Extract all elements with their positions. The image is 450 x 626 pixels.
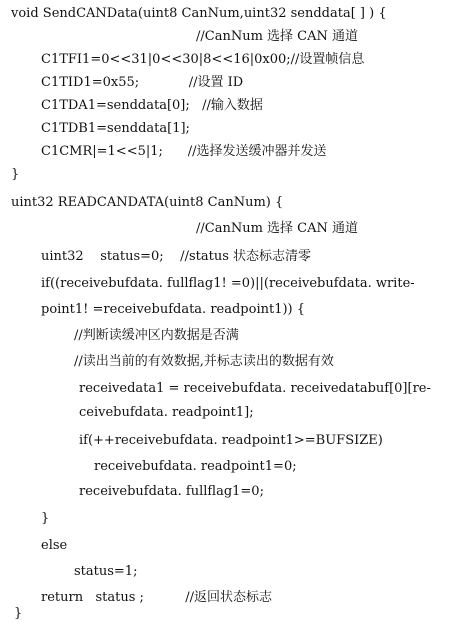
code-line: C1TDB1=senddata[1]; [41,121,190,136]
code-line: return status ; //返回状态标志 [41,590,272,605]
code-line: point1! =receivebufdata. readpoint1)) { [41,302,306,317]
code-line: C1TDA1=senddata[0]; //输入数据 [41,98,263,113]
code-line: C1TFI1=0<<31|0<<30|8<<16|0x00;//设置帧信息 [41,52,365,67]
code-line: if((receivebufdata. fullflag1! =0)||(receivebufdata. write- [41,276,415,291]
code-line: uint32 status=0; //status 状态标志清零 [41,249,311,264]
code-line: //CanNum 选择 CAN 通道 [196,29,359,44]
code-line: C1TID1=0x55; //设置 ID [41,75,244,90]
code-line: } [11,167,20,182]
code-line: receivebufdata. readpoint1=0; [94,459,297,474]
code-line: C1CMR|=1<<5|1; //选择发送缓冲器并发送 [41,144,327,159]
code-line: else [41,538,68,553]
code-line: //读出当前的有效数据,并标志读出的数据有效 [74,354,334,369]
code-line: receivebufdata. fullflag1=0; [79,484,264,499]
code-line: uint32 READCANDATA(uint8 CanNum) { [11,195,284,210]
code-line: //判断读缓冲区内数据是否满 [74,328,239,343]
code-line: ceivebufdata. readpoint1]; [79,405,254,420]
code-line: //CanNum 选择 CAN 通道 [196,221,359,236]
code-line: status=1; [74,564,138,579]
code-line: if(++receivebufdata. readpoint1>=BUFSIZE) [79,433,383,448]
code-line: receivedata1 = receivebufdata. receivedatabuf[0][re- [79,381,431,396]
code-line: } [14,606,23,621]
code-line: void SendCANData(uint8 CanNum,uint32 senddata[ ] ) { [11,6,387,21]
code-line: } [41,511,50,526]
